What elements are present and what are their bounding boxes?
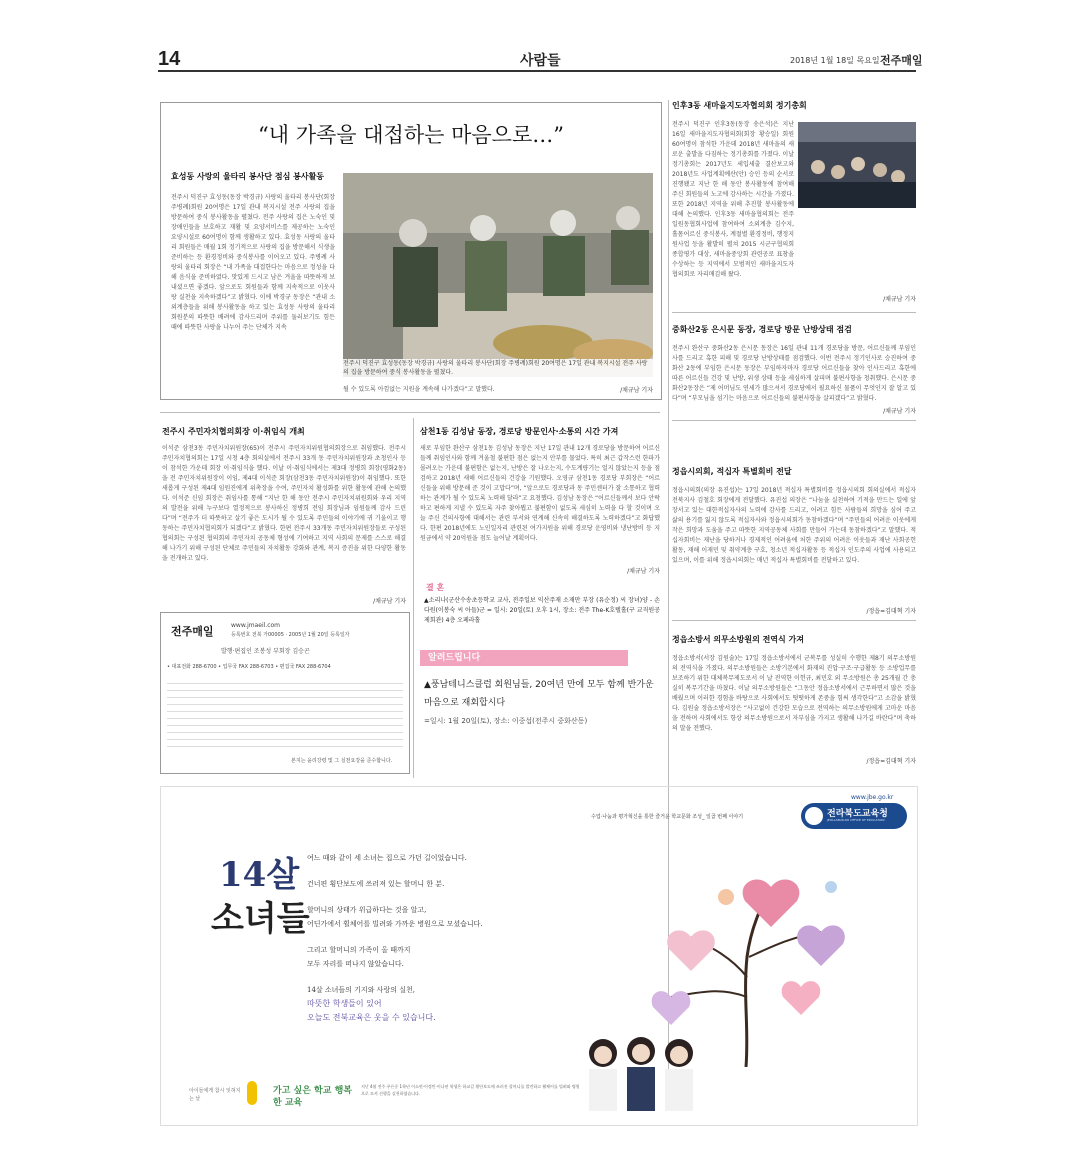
ad-footer xyxy=(161,1077,917,1125)
divider xyxy=(672,620,916,621)
ad-para3-line2: 모두 자리를 떠나지 않았습니다. xyxy=(307,960,404,968)
article1-body: 전주시 덕진구 인후3동(동장 송은석)은 지난 16일 새마을지도자협의회(회장 황승일) 회원 60여명이 참석한 가운데 2018년 새마을의 새로운 출발을 다짐하는 정기총회를 가졌다. 이날 정기총회는 2017년도 세입세출 결산보고와 2018년도 사업계획예산(안) 승인 등의 순서로 진행됐고 지난 한 해 동안 봉사활동에 참여해 주신 회원들의 노고에 감사하는 시간을 가졌다. 또한 2018년 지역을 위해 추진할 봉사활동에 대해 논의했다. 인후3동 새마을협의회는 전주일원동협회사업에 참여하여 소외계층 김수지, 홀몸어르신 중식봉사, 계절별 환경정비, 행정지원사업 등을 활발히 펼쳐 2015 시군구협의회 종합평가 대상, 새마을중앙회 관련공로 표창을 수상하는 등 지역에서 모범적인 새마을지도자협의회로 자리매김해 왔다. xyxy=(672,121,794,278)
feature-headline: “내 가족을 대접하는 마음으로…” xyxy=(258,123,564,147)
ad-brand-logo xyxy=(801,803,907,829)
wedding-body: ▲소리나(군산수송초등학교 교사, 전주일보 익산주재 소재만 부장 (유순정) 씨 장녀)양 - 손다원(이봉숙 씨 아들)군 = 일시: 20일(토) 오후 1시, 장소: 전주 The-K호텔홀(구 교직원공제회관) 4층 오페라홀 xyxy=(424,597,660,624)
ad-para1-line1: 여느 때와 같이 세 소녀는 집으로 가던 길이었습니다. xyxy=(307,854,467,862)
article5-title: 전주시 주민자치협의회장 이·취임식 개최 xyxy=(162,427,305,436)
ad-brand: 전라북도교육청 xyxy=(827,809,888,819)
ad-tagline: 수업·나눔과 평가혁신을 통한 즐거운 학교문화 조성_ 일곱 번째 이야기 xyxy=(591,814,744,820)
assembly-photo xyxy=(798,122,916,208)
masthead-publisher: 발행·편집인 조봉성 부회장 김승곤 xyxy=(221,648,310,655)
article1-byline: /채규남 기자 xyxy=(883,296,916,303)
article5-byline: /채규남 기자 xyxy=(373,598,406,605)
article2-title: 중화산2동 은시문 동장, 경로당 방문 난방상태 점검 xyxy=(672,325,852,334)
ad-footer-left: 아이들에게 참시 잊혀지는 날 xyxy=(189,1088,241,1102)
masthead-box xyxy=(160,612,410,774)
article6-body: 새로 부임한 완산구 삼천1동 김성남 동장은 지난 17일 관내 12개 경로당을 방문하여 어르신들께 취임인사와 함께 겨울철 불편한 점은 없는지 안부를 물었다. 특히 최근 갑작스런 한파가 몰려오는 가운데 불편함은 없는지, 난방은 잘 나오는지, 수도계량기는 얼지 않았는지 등을 점검하고 2018년 새해 어르신들의 건강을 기원했다. 오영규 삼천1동 경로당 부회장은 “어르신들을 위해 방문해 준 것이 고맙다”며, “앞으로도 경로당과 동 주민센터가 잘 소통하고 협력하는 관계가 될 수 있도록 노력해 달라”고 요청했다. 김성남 동장은 “어르신들께서 보다 안락하고 편하게 지낼 수 있도록 자주 찾아뵙고 불편함이 없도록 세심히 노력을 다 할 것이며 오늘 주신 건의사항에 대해서는 관련 부서와 연계해 신속히 해결하도록 노력하겠다”고 화답했다. 한편 2018년에도 노인일자리 관련된 여가지원을 위해 경로당 운영비와 냉난방비 등 지원금에서 약 20억원을 점도 늘어날 계획이다. xyxy=(420,445,660,542)
issue-date: 2018년 1월 18일 목요일 xyxy=(790,56,880,65)
column-rule xyxy=(413,418,414,778)
masthead-logo: 전주매일 xyxy=(171,625,214,638)
ad-para2-line2: 어딘가에서 휠체어를 빌려와 가까운 병원으로 모셨습니다. xyxy=(307,920,483,928)
ad-footer-slogan: 가고 싶은 학교 행복한 교육 xyxy=(273,1086,352,1108)
header-rule xyxy=(158,70,916,72)
article2-body: 전주시 완산구 중화산2동 은시문 동장은 16일 관내 11개 경로당을 방문, 어르신들께 부임인사를 드리고 혹한 피해 및 경로당 난방상태를 점검했다. 이번 전주시 정기인사로 승진하여 중화산 2동에 부임한 은시문 동장은 부임하자마자 경로당 어르신들을 찾아 인사드리고 혹한에 따른 어르신들 건강 및 난방, 위생 상태 등을 세심하게 살피며 불편사항을 청취했다. 은시문 중화산2동장은 “제 어머님도 연세가 많으셔서 경로당에서 필요하신 물품이 무엇인지 잘 알고 있다”며 “부모님을 섬기는 마음으로 어르신들의 불편사항을 살피겠다”고 밝혔다. xyxy=(672,345,916,402)
notice-box xyxy=(420,650,660,770)
divider xyxy=(160,412,660,413)
masthead-url: www.jmaeil.com xyxy=(231,622,281,629)
ad-slogan-2: 오늘도 전북교육은 웃을 수 있습니다. xyxy=(307,1013,436,1022)
feature-body-end: 될 수 있도록 아낌없는 지원을 계속해 나가겠다”고 말했다. xyxy=(343,386,495,393)
article6-byline: /채규남 기자 xyxy=(627,568,660,575)
paper-name: 전주매일 xyxy=(880,54,923,67)
ad-copy xyxy=(307,851,607,1025)
article4-body: 정읍소방서(서장 김원술)는 17일 정읍소방서에서 군복무를 성실히 수행한 제8기 의무소방원의 전역식을 가졌다. 의무소방원들은 소방기본에서 화재의 진압·구조·구급활동 등 소방업무를 보조하기 위한 대체복무제도로서 이 날 전역한 이헌규, 최민호 외 무소방원은 총 25개월 간 충실히 복무기간을 마쳤다. 이날 의무소방원들은 “그동안 정읍소방서에서 근무하면서 많은 것을 배웠으며 이러한 경험을 바탕으로 사회에서도 떳떳하게 존중을 힘써 생각한다”고 소감을 밝혔다. 김원술 정읍소방서장은 “사고없이 건강한 모습으로 전역하는 의무소방원에게 고마운 마음을 전하며 사회에서도 항상 의무소방원으로서 자부심을 가지고 생활해 나가길 바란다”며 축하의 말을 전했다. xyxy=(672,655,916,732)
divider xyxy=(672,420,916,421)
notice-label: 알려드립니다 xyxy=(420,650,628,666)
article1-body-bottom xyxy=(672,210,916,306)
ad-site: www.jbe.go.kr xyxy=(851,794,894,801)
article3-body: 정읍시의회(의장 유진섭)는 17일 2018년 적십자 특별회비를 정읍시의회 회의실에서 적십자 전북지사 김철호 회장에게 전달했다. 유진섭 의장은 “나눔을 실천하여 기적을 만드는 일에 앞장서고 있는 대한적십자사의 노력에 감사를 드리고, 어려고 힘든 사람들의 희망을 심어 주고 삶의 용기를 잃지 않도록 적십자사와 정읍시의회가 동참하겠다”며 “주민들의 어려운 이웃에게 작은 희망과 도움을 주고 따뜻한 지역공동체 사회를 만들어 가는데 동참하겠다”고 말했다. 적십자회비는 재난을 당하거나 경제적인 어려움에 처한 주위의 어려운 이웃들과 재난 사회공헌활동, 재해 이재민 및 취약계층 구호, 청소년 적십자활동 등 적십자 인도주의 사업에 사용되고 있으며, 이를 위해 정읍시의회는 매년 적십자 특별회비를 전달하고 있다. xyxy=(672,487,916,564)
article3-title: 정읍시의회, 적십자 특별회비 전달 xyxy=(672,467,792,476)
feature-subhead: 효성동 사랑의 울타리 봉사단 점심 봉사활동 xyxy=(171,172,325,181)
masthead-reg: 등록번호 전북 가00005 · 2005년 1월 20일 등록일자 xyxy=(231,632,350,638)
article5-body: 이석준 삼천3동 주민자치위원장(65)이 전주시 주민자치위원협의회장으로 취임했다. 전주시 주민자치협의회는 17일 시청 4층 회의실에서 전주시 33개 동 주민자치위원장과 초청인사 등이 참석한 가운데 회장 이·취임식을 했다. 이날 이·취임식에서는 제3대 정병희 회장(평화2동)을 전 주민자치위원장이 이임, 제4대 이석준 회장(삼천3동 주민자치위원장)이 취임했다. 또한 새롭게 구성된 제4대 임원진에게 위촉장을 수여, 주민자치 활성화를 위한 활동에 관해 논의했다. 이석준 신임 회장은 취임사를 통해 “지난 한 해 동안 전주시 주민자치위원회와 우리 지역의 발전을 위해 누구보다 열정적으로 봉사하신 정병희 전임 회장님과 임원들께 감사 드린다”며 “전주가 더 따뜻하고 살기 좋은 도시가 될 수 있도록 주민들의 이야기에 귀 기울이고 행동하는 주민자치협의회가 되겠다”고 밝혔다. 한편 전주시 33개동 주민자치위원장들로 구성된 협의회는 구성된 협의회의 주민자치 공동체 형성에 기여하고 지역 사회의 문제를 스스로 해결해 나가기 위해 구성된 단체로 주민들의 자치활동 강화와 관계, 복지 증진을 위한 다양한 활동을 전개하고 있다. xyxy=(162,445,406,562)
article1-title: 인후3동 새마을지도자협의회 정기총회 xyxy=(672,101,807,110)
notice-detail: =일시: 1월 20일(토), 장소: 이중섭(전주시 중화산동) xyxy=(424,717,588,725)
ad-title-1: 14살 xyxy=(219,855,300,895)
article4-byline: /정읍=김대혁 기자 xyxy=(866,758,916,765)
divider xyxy=(672,312,916,313)
feature-box xyxy=(160,102,662,400)
notice-body: ▲풍남테니스클럽 회원님들, 20여년 만에 모두 함께 반가운 마음으로 재회합시다 xyxy=(424,680,654,708)
yellow-ribbon-icon xyxy=(247,1081,257,1105)
ad-para3-line1: 그리고 할머니의 가족이 올 때까지 xyxy=(307,946,411,954)
page-number: 14 xyxy=(158,48,181,70)
article1-photo xyxy=(798,122,916,208)
ad-banner xyxy=(160,786,918,1126)
feature-photo xyxy=(343,173,653,377)
masthead-contacts: • 대표전화 288-6700 • 업무국 FAX 288-6703 • 편집국 FAX 288-6704 xyxy=(167,664,331,670)
masthead-directory xyxy=(167,677,403,751)
edu-emblem-icon xyxy=(805,807,823,825)
section-title: 사람들 xyxy=(520,53,561,69)
article6-title: 삼천1동 김성남 동장, 경로당 방문인사·소통의 시간 가져 xyxy=(420,427,619,436)
ad-para1-line2: 건너편 횡단보도에 쓰러져 있는 할머니 한 분. xyxy=(307,880,445,888)
feature-byline: /채규남 기자 xyxy=(620,387,653,394)
article3-byline: /정읍=김대혁 기자 xyxy=(866,608,916,615)
article2-byline: /채규남 기자 xyxy=(883,408,916,415)
feature-caption: 전주시 덕진구 효성동(동장 박경규) 사랑의 울타리 봉사단(회장 주병례)회원 20여명은 17일 관내 복지시설 전주 사랑의 집을 방문하여 중식 봉사활동을 펼쳤다. xyxy=(343,359,653,377)
ad-brand-en: JEOLLABUK-DO OFFICE OF EDUCATION xyxy=(827,818,885,822)
ad-title-2: 소녀들 xyxy=(211,899,310,939)
wedding-heading: 결 혼 xyxy=(426,583,445,592)
masthead-footer: 본지는 윤리강령 및 그 실천요강을 준수합니다. xyxy=(291,758,393,764)
volunteers-serving-photo xyxy=(343,173,653,377)
ad-footer-note: 지난 4월 전주 푸른중 1학년 이소연·이정민·이나연 학생은 하교길 횡단보도에 쓰러진 할머니를 발견하고 휠체어를 빌려와 병원으로 모셔 선행을 실천하였습니다. xyxy=(361,1084,580,1096)
ad-para2-line1: 할머니의 상태가 위급하다는 것을 알고, xyxy=(307,906,427,914)
article4-title: 정읍소방서 의무소방원의 전역식 가져 xyxy=(672,635,805,644)
feature-body: 전주시 덕진구 효성동(동장 박경규) 사랑의 울타리 봉사단(회장 주병례)회원 20여명은 17일 관내 복지시설 전주 사랑의 집을 방문하여 중식 봉사활동을 펼쳤다. 전주 사랑의 집은 노숙인 및 장애인들을 보호하고 재활 및 요양서비스를 제공하는 노숙인 요양시설로 60여명이 함께 생활하고 있다. 효성동 사랑의 울타리 회원들은 매월 1회 정기적으로 사랑의 집을 방문해서 식생을 준비하는 등 환경정비와 중식봉사를 이어오고 있다. 주병례 사랑의 울타리 회장은 “내 가족을 대접한다는 마음으로 정성을 다해 음식을 준비하였다. 맛있게 드시고 남은 겨울을 따뜻하게 보내셨으면 좋겠다. 앞으로도 회원들과 함께 지속적으로 이웃사랑 실천을 지속하겠다”고 밝혔다. 이에 박경규 동장은 “관내 소외계층들을 위해 봉사활동을 하고 있는 효성동 사랑의 울타리 회원분의 따뜻한 배려에 감사드리며 주위를 둘러보기도 힘든 때에 따뜻한 사랑을 나누어 주는 단체가 지속 xyxy=(171,194,335,331)
ad-slogan-1: 따뜻한 학생들이 있어 xyxy=(307,999,382,1008)
ad-para4: 14살 소녀들의 기지와 사랑의 실천, xyxy=(307,986,415,994)
